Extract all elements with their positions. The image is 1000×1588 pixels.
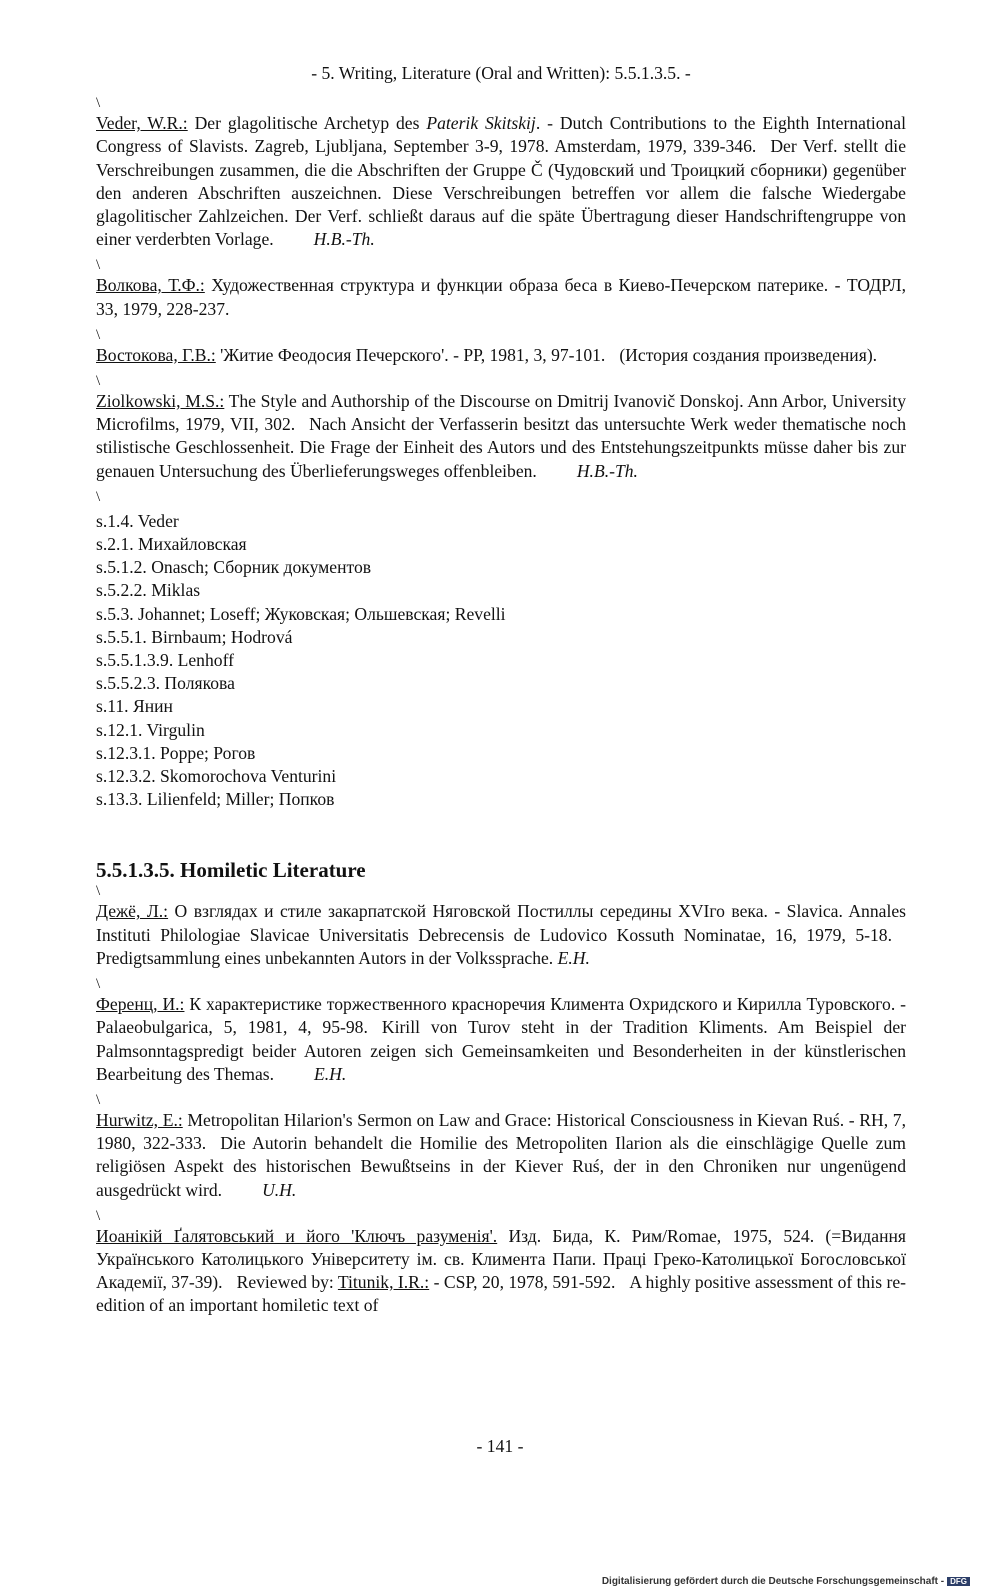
digitization-credit	[602, 1576, 970, 1587]
bibliography-entry	[96, 993, 906, 1086]
entry-author: Hurwitz, E.:	[96, 1109, 183, 1130]
cross-reference-item: s.12.1. Virgulin	[96, 719, 205, 740]
bibliography-entry	[96, 344, 906, 367]
separator: \	[96, 883, 101, 900]
cross-reference-item: s.13.3. Lilienfeld; Miller; Попков	[96, 789, 335, 810]
bibliography-entry	[96, 1225, 906, 1318]
entry-text: 'Житие Феодосия Печерского'. - РР, 1981, 3, 97-101.	[215, 344, 606, 365]
entry-annotation: (История создания произведения).	[619, 344, 878, 365]
bibliography-entry	[96, 274, 906, 320]
entry-signature: E.H.	[557, 947, 590, 968]
entry-author: Veder, W.R.:	[96, 113, 188, 134]
entry-text: Metropolitan Hilarion's Sermon on Law and Grace: Historical Consciousness in Kievan Ruś. - RH, 7, 1980, 322-333.	[96, 1109, 906, 1154]
entry-author: Ференц, И.:	[96, 994, 185, 1015]
entry-text: . - Dutch Contributions to the Eighth International Congress of Slavists. Zagreb, Ljubljana, September 3-9, 1978. Amsterdam, 1979, 339-346.	[96, 113, 907, 157]
entry-text: О взглядах и стиле закарпатской Няговской Постиллы середины XVIго века. - Slavica. Annales Instituti Philologiae Slavicae Universitatis Debrecensis de Ludovico Kossuth Nominatae, 16, 1979, 5-18.	[96, 901, 907, 945]
separator: \	[96, 95, 101, 112]
cross-reference-item: s.2.1. Михайловская	[96, 534, 247, 555]
running-head: - 5. Writing, Literature (Oral and Written): 5.5.1.3.5. -	[311, 63, 691, 83]
separator: \	[96, 976, 101, 993]
cross-reference-item: s.5.2.2. Miklas	[96, 580, 201, 601]
entry-title-italic: Paterik Skitskij	[426, 113, 536, 134]
entry-text: Der glagolitische Archetyp des	[187, 113, 427, 134]
bibliography-entry	[96, 112, 906, 251]
entry-annotation: Kirill von Turov steht in der Tradition Kliments. Am Beispiel der Palmsonntagspredigt beider Autoren zeigen sich Gemeinsamkeiten und Besonderheiten in der künstlerischen Bearbeitung des Themas.	[96, 1017, 906, 1084]
bibliography-entry	[96, 390, 906, 483]
page-content	[96, 62, 906, 1324]
review-citation: - CSP, 20, 1978, 591-592.	[429, 1272, 616, 1293]
entry-author: Иоанікій Ґалятовський и його 'Ключъ разуменія'.	[96, 1225, 498, 1246]
entry-author: Дежё, Л.:	[96, 901, 169, 922]
cross-reference-item: s.5.5.1. Birnbaum; Hodrová	[96, 626, 293, 647]
separator: \	[96, 488, 101, 505]
cross-reference-item: s.5.5.1.3.9. Lenhoff	[96, 650, 234, 671]
separator: \	[96, 373, 101, 390]
cross-reference-item: s.12.3.2. Skomorochova Venturini	[96, 766, 337, 787]
reviewer-name: Titunik, I.R.:	[337, 1272, 430, 1293]
cross-reference-item: s.5.5.2.3. Полякова	[96, 673, 235, 694]
cross-reference-list	[96, 510, 906, 812]
cross-reference-item: s.5.3. Johannet; Loseff; Жуковская; Ольшевская; Revelli	[96, 603, 506, 624]
separator: \	[96, 1207, 101, 1224]
entry-annotation: Nach Ansicht der Verfasserin besitzt das untersuchte Werk weder thematische noch stilistische Geschlossenheit. Die Frage der Einheit des Autors und des Entstehungszeitpunkts müsse daher bis zur genauen Untersuchung des Überlieferungsweges offenbleiben.	[96, 414, 907, 481]
entry-annotation: A highly positive assessment of this re-edition of an important homiletic text of	[96, 1272, 906, 1316]
cross-reference-item: s.12.3.1. Poppe; Рогов	[96, 742, 256, 763]
entry-signature: H.B.-Th.	[576, 460, 638, 481]
entry-annotation: Predigtsammlung eines unbekannten Autors in der Volkssprache.	[96, 947, 554, 968]
entry-author: Востокова, Г.В.:	[96, 344, 216, 365]
separator: \	[96, 326, 101, 343]
separator: \	[96, 1091, 101, 1108]
entry-text: К характеристике торжественного красноречия Климента Охридского и Кирилла Туровского. - Palaeobulgarica, 5, 1981, 4, 95-98.	[96, 994, 906, 1038]
bibliography-entry	[96, 900, 906, 970]
cross-reference-item: s.11. Янин	[96, 696, 173, 717]
cross-reference-item: s.1.4. Veder	[96, 510, 179, 531]
reviewed-label: Reviewed by:	[236, 1272, 334, 1293]
entry-text: The Style and Authorship of the Discourse on Dmitrij Ivanovič Donskoj. Ann Arbor, University Microfilms, 1979, VII, 302.	[96, 391, 906, 435]
page-number: - 141 -	[476, 1436, 524, 1456]
separator: \	[96, 257, 101, 274]
dfg-logo: DFG	[947, 1577, 970, 1586]
cross-reference-item: s.5.1.2. Onasch; Сборник документов	[96, 557, 372, 578]
entry-text: Художественная структура и функции образа беса в Киево-Печерском патерике. - ТОДРЛ, 33, 1979, 228-237.	[96, 275, 906, 319]
entry-author: Волкова, Т.Ф.:	[96, 275, 205, 296]
entry-annotation: Die Autorin behandelt die Homilie des Metropoliten Ilarion als die einschlägige Quelle zum religiösen Aspekt des historischen Bewußtseins in der Kiever Ruś, der in den Chroniken nur ungenügend ausgedrückt wird.	[96, 1133, 906, 1200]
entry-text: Изд. Бида, К. Рим/Romae, 1975, 524. (=Видання Українського Католицького Університету ім. св. Климента Папи. Праці Греко-Католицької Богословської Академії, 37-39).	[96, 1225, 906, 1293]
entry-signature: U.H.	[262, 1179, 297, 1200]
credit-text: Digitalisierung gefördert durch die Deutsche Forschungsgemeinschaft -	[601, 1576, 945, 1587]
entry-author: Ziolkowski, M.S.:	[96, 391, 225, 412]
bibliography-entry	[96, 1109, 906, 1202]
entry-annotation: Der Verf. stellt die Verschreibungen zusammen, die die Abschriften der Gruppe Č (Чудовский und Троицкий сборники) gegenüber den anderen Abschriften auszeichnen. Diese Verschreibungen betreffen vor allem die falsche Wiedergabe glagolitischer Zahlzeichen. Der Verf. schließt daraus auf die späte Übertragung dieser Handschriftengruppe von einer verderbten Vorlage.	[96, 136, 906, 250]
entry-signature: E.H.	[314, 1063, 347, 1084]
entry-signature: H.B.-Th.	[313, 229, 375, 250]
section-heading: 5.5.1.3.5. Homiletic Literature	[96, 858, 366, 883]
